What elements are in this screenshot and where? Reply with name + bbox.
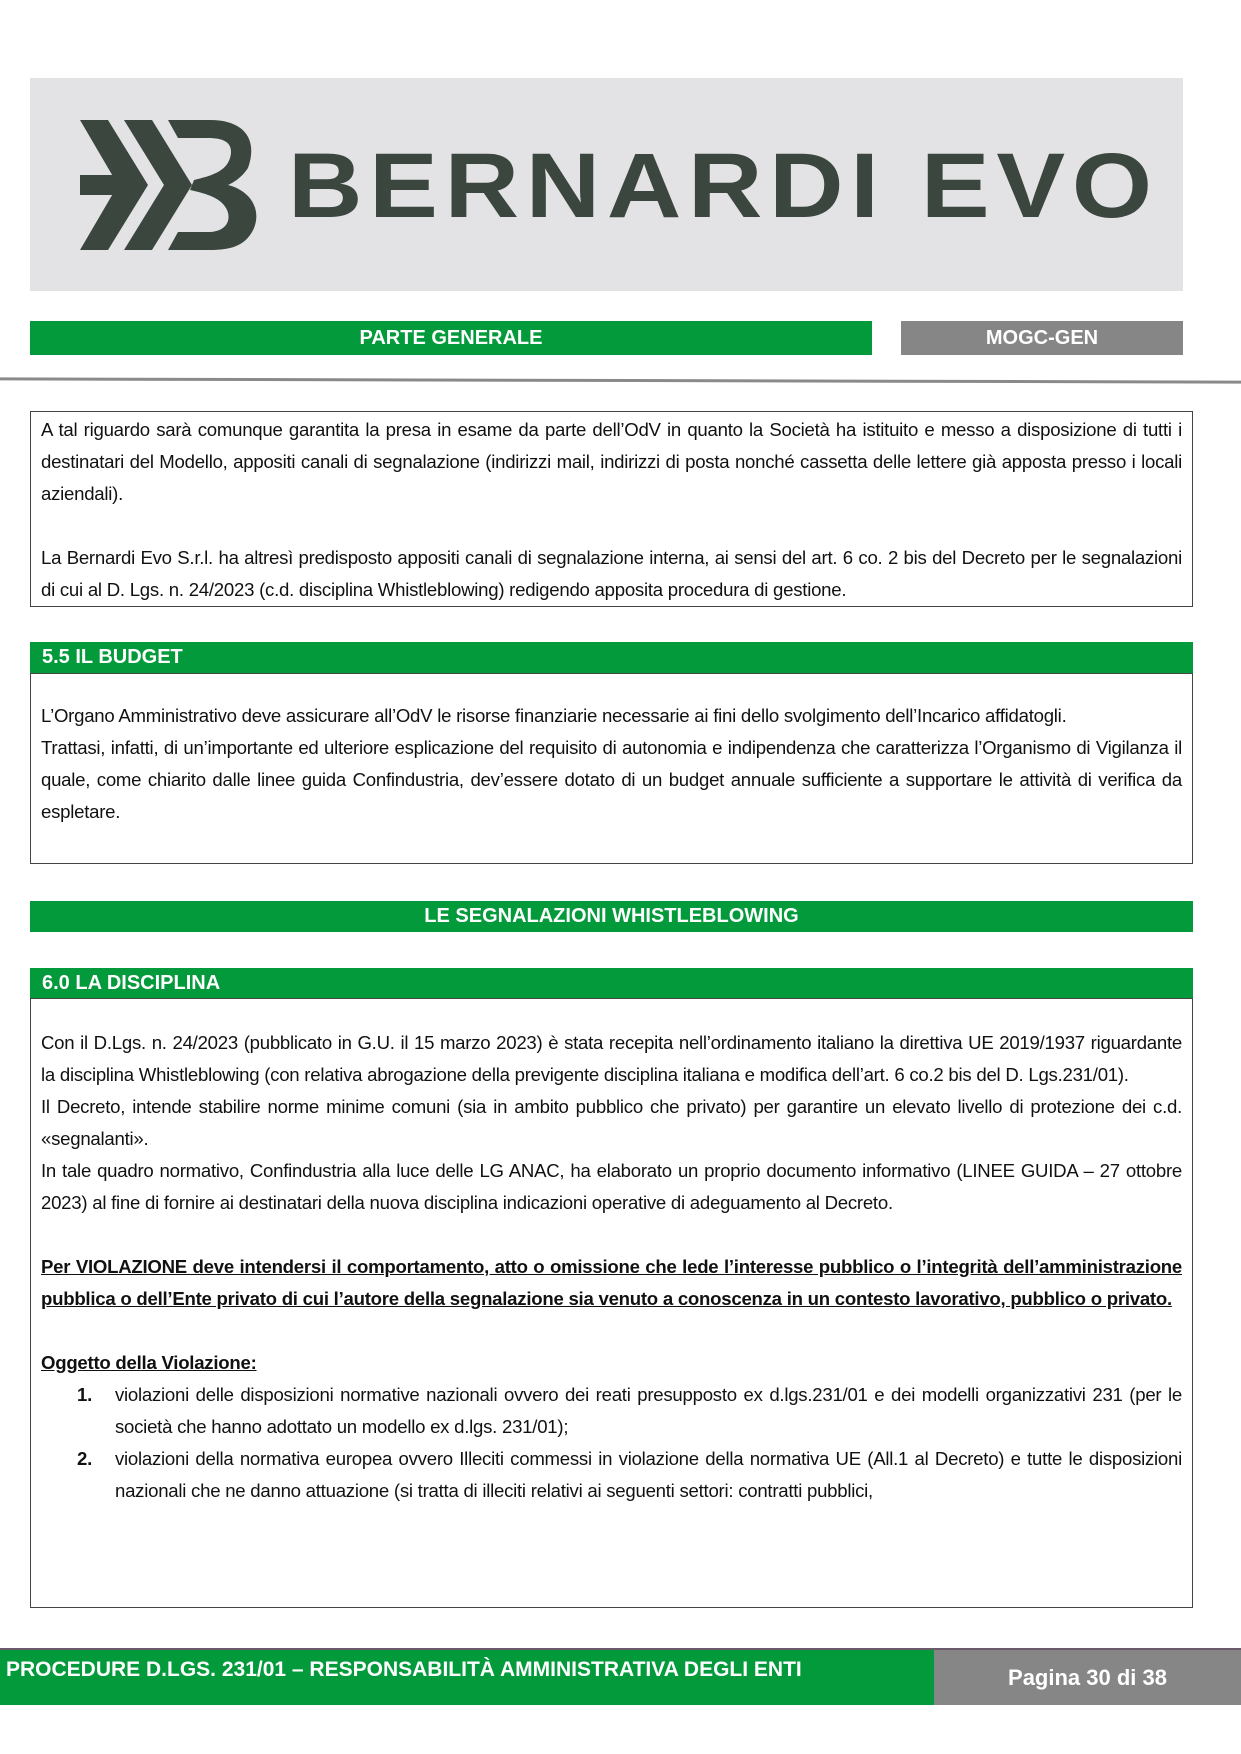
- list-item-number: 2.: [77, 1448, 93, 1469]
- budget-paragraph-2: Trattasi, infatti, di un’importante ed ulteriore esplicazione del requisito di autonomia e indipendenza che caratterizza l’Organismo di Vigilanza il quale, come chiarito dalle linee guida Confindustria, dev’essere dotato di un budget annuale sufficiente a supportare le attività di verifica da espletare.: [41, 737, 1182, 822]
- list-item-number: 1.: [77, 1384, 93, 1405]
- violation-object-title: Oggetto della Violazione:: [41, 1352, 257, 1373]
- discipline-box: [30, 998, 1193, 1608]
- section-heading-discipline: 6.0 LA DISCIPLINA: [30, 968, 1193, 999]
- list-item: [41, 1443, 1182, 1507]
- chapter-banner-whistleblowing: LE SEGNALAZIONI WHISTLEBLOWING: [30, 901, 1193, 932]
- bernardi-evo-logo-icon: [80, 120, 260, 250]
- intro-paragraph-2: La Bernardi Evo S.r.l. ha altresì predisposto appositi canali di segnalazione interna, ai sensi del art. 6 co. 2 bis del Decreto per le segnalazioni di cui al D. Lgs. n. 24/2023 (c.d. disciplina Whistleblowing) redigendo apposita procedura di gestione.: [41, 547, 1182, 600]
- section-heading-budget: 5.5 IL BUDGET: [30, 642, 1193, 673]
- intro-paragraph-1: A tal riguardo sarà comunque garantita la presa in esame da parte dell’OdV in quanto la Società ha istituito e messo a disposizione di tutti i destinatari del Modello, appositi canali di segnalazione (indirizzi mail, indirizzi di posta nonché cassetta delle lettere già apposta presso i locali aziendali).: [41, 419, 1182, 504]
- intro-box: [30, 411, 1193, 607]
- section-banner: PARTE GENERALE: [30, 321, 872, 355]
- budget-paragraph-1: L’Organo Amministrativo deve assicurare all’OdV le risorse finanziarie necessarie ai fini dello svolgimento dell’Incarico affidatogli.: [41, 705, 1067, 726]
- list-item: [41, 1379, 1182, 1443]
- page-number: Pagina 30 di 38: [934, 1648, 1241, 1705]
- list-item-text: violazioni delle disposizioni normative nazionali ovvero dei reati presupposto ex d.lgs.231/01 e dei modelli organizzativi 231 (per le società che hanno adottato un modello ex d.lgs. 231/01);: [115, 1384, 1182, 1437]
- discipline-paragraph-3: In tale quadro normativo, Confindustria alla luce delle LG ANAC, ha elaborato un proprio documento informativo (LINEE GUIDA – 27 ottobre 2023) al fine di fornire ai destinatari della nuova disciplina indicazioni operative di adeguamento al Decreto.: [41, 1160, 1182, 1213]
- discipline-paragraph-2: Il Decreto, intende stabilire norme minime comuni (sia in ambito pubblico che privato) per garantire un elevato livello di protezione dei c.d. «segnalanti».: [41, 1096, 1182, 1149]
- header-divider: [0, 377, 1241, 383]
- document-code-badge: MOGC-GEN: [901, 321, 1183, 355]
- violation-definition: Per VIOLAZIONE deve intendersi il comportamento, atto o omissione che lede l’interesse pubblico o l’integrità dell’amministrazione pubblica o dell’Ente privato di cui l’autore della segnalazione sia venuto a conoscenza in un contesto lavorativo, pubblico o privato.: [41, 1256, 1182, 1309]
- company-logo-banner: [30, 78, 1183, 291]
- company-name-logo-text: BERNARDI EVO: [288, 135, 1159, 237]
- budget-box: [30, 673, 1193, 864]
- discipline-paragraph-1: Con il D.Lgs. n. 24/2023 (pubblicato in G.U. il 15 marzo 2023) è stata recepita nell’ordinamento italiano la direttiva UE 2019/1937 riguardante la disciplina Whistleblowing (con relativa abrogazione della previgente disciplina italiana e modifica dell’art. 6 co.2 bis del D. Lgs.231/01).: [41, 1032, 1182, 1085]
- footer-title: PROCEDURE D.LGS. 231/01 – RESPONSABILITÀ AMMINISTRATIVA DEGLI ENTI: [0, 1648, 934, 1705]
- list-item-text: violazioni della normativa europea ovvero Illeciti commessi in violazione della normativa UE (All.1 al Decreto) e tutte le disposizioni nazionali che ne danno attuazione (si tratta di illeciti relativi ai seguenti settori: contratti pubblici,: [115, 1448, 1182, 1501]
